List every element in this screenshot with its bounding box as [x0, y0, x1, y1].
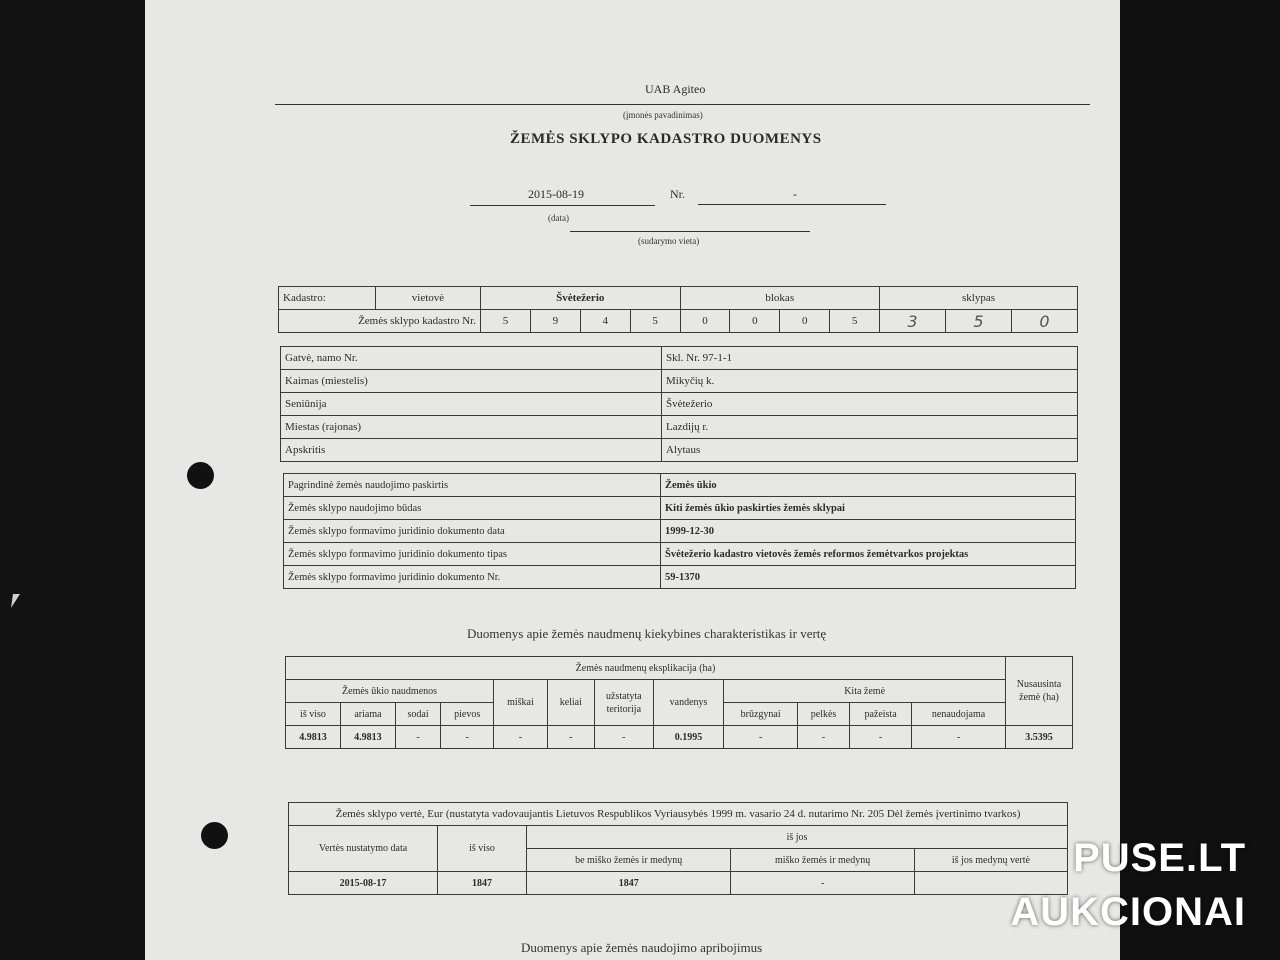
address-label: Seniūnija — [281, 393, 662, 416]
cadastre-digit: 5 — [830, 310, 880, 333]
table-row — [286, 726, 1073, 749]
table-row — [284, 566, 1076, 589]
roads-header: keliai — [547, 680, 594, 726]
address-value: Alytaus — [662, 439, 1078, 462]
purpose-value: 1999-12-30 — [661, 520, 1076, 543]
purpose-value: Kiti žemės ūkio paskirties žemės sklypai — [661, 497, 1076, 520]
other-col: pažeista — [850, 703, 912, 726]
land-use-value: 4.9813 — [340, 726, 395, 749]
cadastre-label: Kadastro: — [279, 287, 376, 310]
other-header: Kita žemė — [724, 680, 1006, 703]
agri-col: ariama — [340, 703, 395, 726]
date-note: (data) — [548, 213, 569, 223]
value-v2: - — [731, 872, 914, 895]
document-date: 2015-08-19 — [528, 187, 584, 201]
purpose-value: Žemės ūkio — [661, 474, 1076, 497]
value-date: 2015-08-17 — [289, 872, 438, 895]
company-note: (įmonės pavadinimas) — [623, 110, 703, 120]
table-row — [289, 872, 1068, 895]
cadastre-number-label: Žemės sklypo kadastro Nr. — [279, 310, 481, 333]
other-col: brūzgynai — [724, 703, 798, 726]
table-row — [284, 497, 1076, 520]
cadastre-digit: 5 — [630, 310, 680, 333]
land-use-value: 0.1995 — [653, 726, 723, 749]
agri-col: pievos — [441, 703, 494, 726]
plot-label: sklypas — [880, 287, 1078, 310]
cadastre-table — [278, 286, 1078, 333]
cadastre-digit: 4 — [580, 310, 630, 333]
binder-hole-top — [187, 462, 214, 489]
table-row — [281, 393, 1078, 416]
land-use-heading: Duomenys apie žemės naudmenų kiekybines charakteristikas ir vertę — [467, 626, 827, 641]
value-total: 1847 — [438, 872, 527, 895]
purpose-value: Švėtežerio kadastro vietovės žemės reformos žemėtvarkos projektas — [661, 543, 1076, 566]
value-total-header: iš viso — [438, 826, 527, 872]
table-row — [284, 520, 1076, 543]
table-row — [281, 370, 1078, 393]
table-row — [284, 474, 1076, 497]
value-col: miško žemės ir medynų — [731, 849, 914, 872]
land-use-table — [285, 656, 1073, 749]
other-col: pelkės — [798, 703, 850, 726]
purpose-label: Pagrindinė žemės naudojimo paskirtis — [284, 474, 661, 497]
number-underline — [698, 204, 886, 205]
table-row — [281, 439, 1078, 462]
land-use-value: - — [912, 726, 1006, 749]
table-row — [281, 416, 1078, 439]
date-underline — [470, 205, 655, 206]
binder-hole-bottom — [201, 822, 228, 849]
handwritten-digit: 5 — [945, 310, 1011, 333]
unused-header: Nusausinta žemė (ha) — [1006, 657, 1073, 726]
number-value: - — [793, 187, 797, 201]
cadastre-digit: 5 — [481, 310, 531, 333]
value-note: Žemės sklypo vertė, Eur (nustatyta vadovaujantis Lietuvos Respublikos Vyriausybės 1999 m. vasario 24 d. nutarimo Nr. 205 Dėl žemės įvertinimo tvarkos) — [289, 803, 1068, 826]
restrictions-heading: Duomenys apie žemės naudojimo apribojimus — [521, 940, 763, 955]
purpose-table — [283, 473, 1076, 589]
block-label: blokas — [680, 287, 880, 310]
purpose-label: Žemės sklypo naudojimo būdas — [284, 497, 661, 520]
land-use-value: 3.5395 — [1006, 726, 1073, 749]
watermark-line2: AUKCIONAI — [1010, 890, 1246, 934]
address-value: Lazdijų r. — [662, 416, 1078, 439]
handwritten-digit: 3 — [880, 310, 946, 333]
company-name: UAB Agiteo — [645, 82, 706, 96]
address-table — [280, 346, 1078, 462]
cadastre-digit: 9 — [530, 310, 580, 333]
water-header: vandenys — [653, 680, 723, 726]
agri-header: Žemės ūkio naudmenos — [286, 680, 494, 703]
monitor-bezel-left — [0, 0, 145, 960]
land-use-value: - — [441, 726, 494, 749]
agri-col: iš viso — [286, 703, 341, 726]
value-table — [288, 802, 1068, 895]
document-title: ŽEMĖS SKLYPO KADASTRO DUOMENYS — [510, 131, 822, 147]
land-use-value: - — [547, 726, 594, 749]
address-value: Mikyčių k. — [662, 370, 1078, 393]
address-label: Apskritis — [281, 439, 662, 462]
land-use-value: - — [798, 726, 850, 749]
value-date-header: Vertės nustatymo data — [289, 826, 438, 872]
table-row — [284, 543, 1076, 566]
cadastre-digit: 0 — [680, 310, 730, 333]
address-label: Kaimas (miestelis) — [281, 370, 662, 393]
purpose-label: Žemės sklypo formavimo juridinio dokumento data — [284, 520, 661, 543]
land-use-value: - — [494, 726, 548, 749]
number-label: Nr. — [670, 187, 685, 201]
purpose-value: 59-1370 — [661, 566, 1076, 589]
handwritten-digit: 0 — [1011, 310, 1077, 333]
cadastre-digit: 0 — [780, 310, 830, 333]
company-underline — [275, 104, 1090, 105]
table-row — [281, 347, 1078, 370]
other-col: nenaudojama — [912, 703, 1006, 726]
land-use-value: - — [850, 726, 912, 749]
address-value: Skl. Nr. 97-1-1 — [662, 347, 1078, 370]
place-note: (sudarymo vieta) — [638, 236, 700, 246]
land-use-value: - — [395, 726, 440, 749]
monitor-bezel-right — [1120, 0, 1280, 960]
document-page — [145, 0, 1120, 960]
address-label: Miestas (rajonas) — [281, 416, 662, 439]
value-v1: 1847 — [527, 872, 731, 895]
location-value: Švėtežerio — [481, 287, 681, 310]
built-header: užstatyta teritorija — [594, 680, 653, 726]
value-col: be miško žemės ir medynų — [527, 849, 731, 872]
forest-header: miškai — [494, 680, 548, 726]
explication-header: Žemės naudmenų eksplikacija (ha) — [286, 657, 1006, 680]
location-label: vietovė — [376, 287, 481, 310]
address-value: Švėtežerio — [662, 393, 1078, 416]
place-underline — [570, 231, 810, 232]
agri-col: sodai — [395, 703, 440, 726]
value-col: iš jos medynų vertė — [914, 849, 1067, 872]
purpose-label: Žemės sklypo formavimo juridinio dokumento Nr. — [284, 566, 661, 589]
watermark-line1: PUSE.LT — [1073, 836, 1246, 880]
purpose-label: Žemės sklypo formavimo juridinio dokumento tipas — [284, 543, 661, 566]
land-use-value: - — [594, 726, 653, 749]
land-use-value: - — [724, 726, 798, 749]
address-label: Gatvė, namo Nr. — [281, 347, 662, 370]
value-of-which: iš jos — [527, 826, 1068, 849]
land-use-value: 4.9813 — [286, 726, 341, 749]
cadastre-digit: 0 — [730, 310, 780, 333]
